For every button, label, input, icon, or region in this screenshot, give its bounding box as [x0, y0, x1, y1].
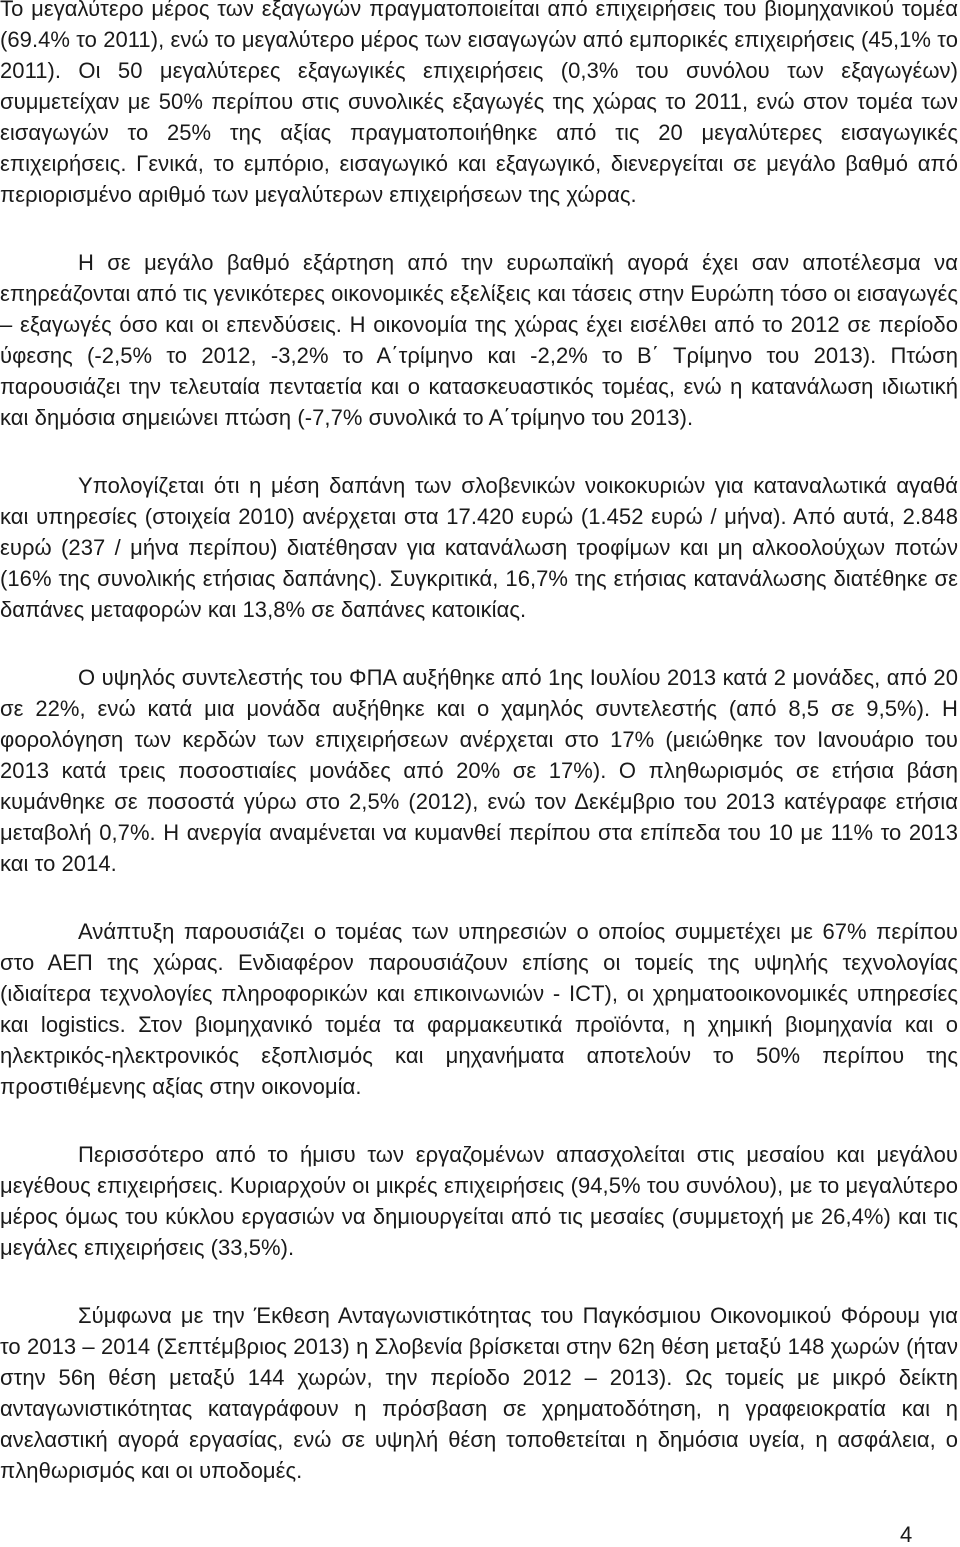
paragraph-competitiveness: Σύμφωνα με την Έκθεση Ανταγωνιστικότητας του Παγκόσμιου Οικονομικού Φόρουμ για το 2013 – 2014 (Σεπτέμβριος 2013) η Σλοβενία βρίσκεται στην 62η θέση μεταξύ 148 χωρών (ήταν στην 56η θέση μεταξύ 144 χωρών, την περίοδο 2012 – 2013). Ως τομείς με μικρό δείκτη ανταγωνιστικότητας καταγράφουν η πρόσβαση σε χρηματοδότηση, η γραφειοκρατία και η ανελαστική αγορά εργασίας, ενώ σε υψηλή θέση τοποθετείται η δημόσια υγεία, η ασφάλεια, ο πληθωρισμός και οι υποδομές.: [0, 1303, 958, 1483]
paragraph-vat-inflation: Ο υψηλός συντελεστής του ΦΠΑ αυξήθηκε από 1ης Ιουλίου 2013 κατά 2 μονάδες, από 20 σε 22%, ενώ κατά μια μονάδα αυξήθηκε και ο χαμηλός συντελεστής (από 8,5 σε 9,5%). Η φορολόγηση των κερδών των επιχειρήσεων ανέρχεται στο 17% (μειώθηκε τον Ιανουάριο του 2013 κατά τρεις ποσοστιαίες μονάδες από 20% σε 17%). Ο πληθωρισμός σε ετήσια βάση κυμάνθηκε σε ποσοστά γύρω στο 2,5% (2012), ενώ τον Δεκέμβριο του 2013 κατέγραφε ετήσια μεταβολή 0,7%. Η ανεργία αναμένεται να κυμανθεί περίπου στα επίπεδα του 10 με 11% το 2013 και το 2014.: [0, 665, 958, 876]
paragraph-household-spending: Υπολογίζεται ότι η μέση δαπάνη των σλοβενικών νοικοκυριών για καταναλωτικά αγαθά και υπηρεσίες (στοιχεία 2010) ανέρχεται στα 17.420 ευρώ (1.452 ευρώ / μήνα). Από αυτά, 2.848 ευρώ (237 / μήνα περίπου) διατέθησαν για κατανάλωση τροφίμων και μη αλκοολούχων ποτών (16% της συνολικής ετήσιας δαπάνης). Συγκριτικά, 16,7% της ετήσιας κατανάλωσης διατέθηκε σε δαπάνες μεταφορών και 13,8% σε δαπάνες κατοικίας.: [0, 473, 958, 622]
page-number: 4: [900, 1522, 913, 1547]
paragraph-services-sector: Ανάπτυξη παρουσιάζει ο τομέας των υπηρεσιών ο οποίος συμμετέχει με 67% περίπου στο ΑΕΠ της χώρας. Ενδιαφέρον παρουσιάζουν επίσης οι τομείς της υψηλής τεχνολογίας (ιδιαίτερα τεχνολογίες πληροφορικών και επικοινωνιών - ICT), οι χρηματοοικονομικές υπηρεσίες και logistics. Στον βιομηχανικό τομέα τα φαρμακευτικά προϊόντα, η χημική βιομηχανία και ο ηλεκτρικός-ηλεκτρονικός εξοπλισμός και μηχανήματα αποτελούν το 50% περίπου της προστιθέμενης αξίας στην οικονομία.: [0, 919, 958, 1099]
paragraph-employment: Περισσότερο από το ήμισυ των εργαζομένων απασχολείται στις μεσαίου και μεγάλου μεγέθους επιχειρήσεις. Κυριαρχούν οι μικρές επιχειρήσεις (94,5% του συνόλου), με το μεγαλύτερο μέρος όμως του κύκλου εργασιών να δημιουργείται από τις μεσαίες (συμμετοχή με 26,4%) και τις μεγάλες επιχειρήσεις (33,5%).: [0, 1142, 958, 1260]
paragraph-trade-structure: Το μεγαλύτερο μέρος των εξαγωγών πραγματοποιείται από επιχειρήσεις του βιομηχανικού τομέα (69.4% το 2011), ενώ το μεγαλύτερο μέρος των εισαγωγών από εμπορικές επιχειρήσεις (45,1% το 2011). Οι 50 μεγαλύτερες εξαγωγικές επιχειρήσεις (0,3% του συνόλου των εξαγωγέων) συμμετείχαν με 50% περίπου στις συνολικές εξαγωγές της χώρας το 2011, ενώ στον τομέα των εισαγωγών το 25% της αξίας πραγματοποιήθηκε από τις 20 μεγαλύτερες εισαγωγικές επιχειρήσεις. Γενικά, το εμπόριο, εισαγωγικό και εξαγωγικό, διενεργείται σε μεγάλο βαθμό από περιορισμένο αριθμό των μεγαλύτερων επιχειρήσεων της χώρας.: [0, 0, 958, 207]
paragraph-european-dependence: Η σε μεγάλο βαθμό εξάρτηση από την ευρωπαϊκή αγορά έχει σαν αποτέλεσμα να επηρεάζονται από τις γενικότερες οικονομικές εξελίξεις και τάσεις στην Ευρώπη τόσο οι εισαγωγές – εξαγωγές όσο και οι επενδύσεις. Η οικονομία της χώρας έχει εισέλθει από το 2012 σε περίοδο ύφεσης (-2,5% το 2012, -3,2% το Α΄τρίμηνο και -2,2% το Β΄ Τρίμηνο του 2013). Πτώση παρουσιάζει την τελευταία πενταετία και ο κατασκευαστικός τομέας, ενώ η κατανάλωση ιδιωτική και δημόσια σημειώνει πτώση (-7,7% συνολικά το Α΄τρίμηνο του 2013).: [0, 250, 958, 430]
